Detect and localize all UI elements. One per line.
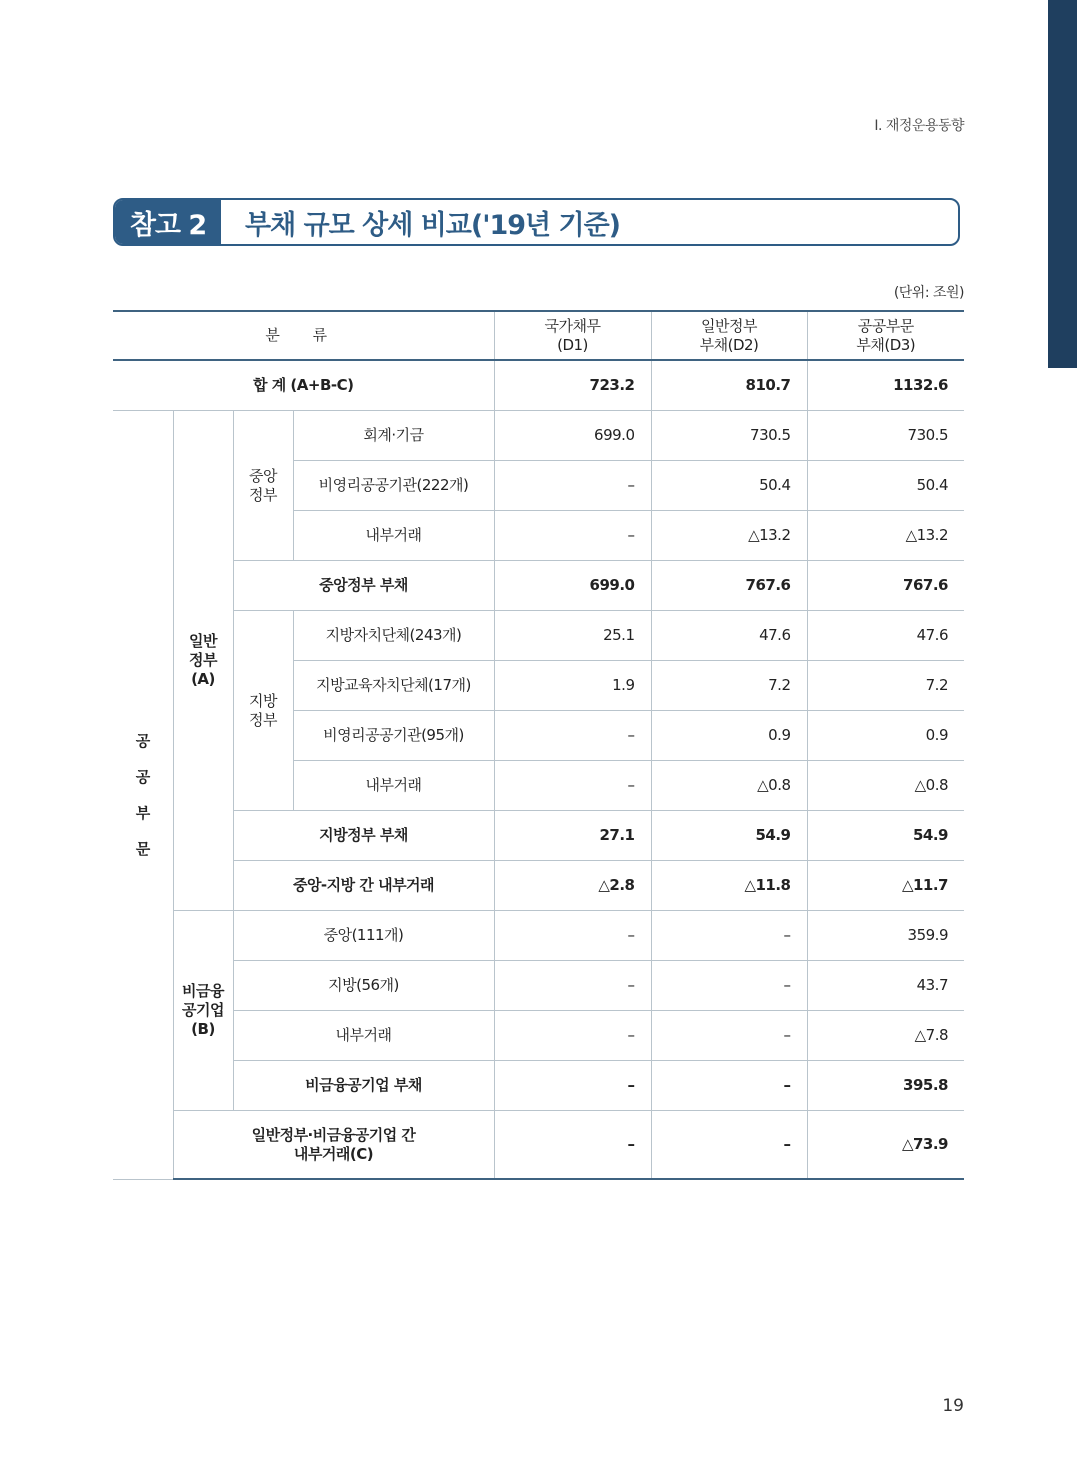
subtotal-label: 비금융공기업 부채 bbox=[233, 1061, 494, 1111]
cell-d1: – bbox=[494, 1061, 651, 1111]
cell-d2: – bbox=[651, 911, 807, 961]
cell-d3: 767.6 bbox=[807, 561, 964, 611]
nonfinancial-label: 비금융 공기업 (B) bbox=[173, 911, 233, 1111]
cell-d2: △0.8 bbox=[651, 761, 807, 811]
cell-d1: △2.8 bbox=[494, 861, 651, 911]
cell-d3: 395.8 bbox=[807, 1061, 964, 1111]
public-sector-label: 공 공 부 문 bbox=[113, 411, 173, 1180]
cell-d3: △7.8 bbox=[807, 1011, 964, 1061]
cell-d3: △0.8 bbox=[807, 761, 964, 811]
cell-d2: 730.5 bbox=[651, 411, 807, 461]
cell-d1: – bbox=[494, 1111, 651, 1180]
cell-d3: 50.4 bbox=[807, 461, 964, 511]
local-gov-label: 지방 정부 bbox=[233, 611, 293, 811]
subtotal-label: 일반정부·비금융공기업 간 내부거래(C) bbox=[173, 1111, 494, 1180]
reference-tag: 참고 2 bbox=[115, 200, 221, 244]
debt-comparison-table bbox=[113, 310, 964, 1180]
central-gov-label: 중앙 정부 bbox=[233, 411, 293, 561]
cell-d1: – bbox=[494, 711, 651, 761]
subtotal-row bbox=[113, 811, 964, 861]
cell-d2: 7.2 bbox=[651, 661, 807, 711]
subtotal-row bbox=[113, 561, 964, 611]
cell-d2: 54.9 bbox=[651, 811, 807, 861]
chapter-header: Ⅰ. 재정운용동향 bbox=[874, 118, 964, 134]
row-label: 중앙(111개) bbox=[233, 911, 494, 961]
row-label: 지방교육자치단체(17개) bbox=[293, 661, 494, 711]
subtotal-label: 중앙정부 부채 bbox=[233, 561, 494, 611]
cell-d3: 47.6 bbox=[807, 611, 964, 661]
cell-d2: 0.9 bbox=[651, 711, 807, 761]
subtotal-label: 중앙-지방 간 내부거래 bbox=[233, 861, 494, 911]
table-row bbox=[113, 1011, 964, 1061]
header-row bbox=[113, 311, 964, 360]
cell-d1: – bbox=[494, 1011, 651, 1061]
row-label: 지방자치단체(243개) bbox=[293, 611, 494, 661]
header-d2: 일반정부 부채(D2) bbox=[651, 311, 807, 360]
header-d3: 공공부문 부채(D3) bbox=[807, 311, 964, 360]
section-title: 부채 규모 상세 비교('19년 기준) bbox=[245, 209, 621, 241]
cell-d2: – bbox=[651, 1111, 807, 1180]
row-label: 내부거래 bbox=[233, 1011, 494, 1061]
total-d2: 810.7 bbox=[651, 360, 807, 411]
general-gov-label: 일반 정부 (A) bbox=[173, 411, 233, 911]
row-label: 지방(56개) bbox=[233, 961, 494, 1011]
section-title-box bbox=[113, 198, 960, 246]
unit-note: (단위: 조원) bbox=[893, 285, 964, 301]
cell-d3: 730.5 bbox=[807, 411, 964, 461]
cell-d3: 54.9 bbox=[807, 811, 964, 861]
header-category: 분 류 bbox=[113, 311, 494, 360]
cell-d3: △73.9 bbox=[807, 1111, 964, 1180]
cell-d1: 25.1 bbox=[494, 611, 651, 661]
cell-d2: – bbox=[651, 1061, 807, 1111]
total-d3: 1132.6 bbox=[807, 360, 964, 411]
cell-d1: – bbox=[494, 511, 651, 561]
subtotal-row bbox=[113, 1061, 964, 1111]
cell-d3: △13.2 bbox=[807, 511, 964, 561]
table-row bbox=[113, 411, 964, 461]
cell-d1: – bbox=[494, 961, 651, 1011]
total-label: 합 계 (A+B-C) bbox=[113, 360, 494, 411]
row-label: 내부거래 bbox=[293, 511, 494, 561]
row-label: 비영리공공기관(222개) bbox=[293, 461, 494, 511]
cell-d2: 767.6 bbox=[651, 561, 807, 611]
table-row bbox=[113, 911, 964, 961]
cell-d2: – bbox=[651, 1011, 807, 1061]
chapter-side-tab bbox=[1048, 0, 1077, 368]
internal-transaction-row bbox=[113, 861, 964, 911]
cell-d3: 7.2 bbox=[807, 661, 964, 711]
cell-d1: 1.9 bbox=[494, 661, 651, 711]
cell-d2: 47.6 bbox=[651, 611, 807, 661]
internal-transaction-row bbox=[113, 1111, 964, 1180]
cell-d2: – bbox=[651, 961, 807, 1011]
cell-d1: 27.1 bbox=[494, 811, 651, 861]
cell-d3: 43.7 bbox=[807, 961, 964, 1011]
subtotal-label: 지방정부 부채 bbox=[233, 811, 494, 861]
cell-d3: △11.7 bbox=[807, 861, 964, 911]
row-label: 내부거래 bbox=[293, 761, 494, 811]
cell-d1: 699.0 bbox=[494, 411, 651, 461]
cell-d2: △13.2 bbox=[651, 511, 807, 561]
cell-d1: – bbox=[494, 911, 651, 961]
cell-d1: – bbox=[494, 461, 651, 511]
page-number: 19 bbox=[942, 1396, 964, 1416]
cell-d2: 50.4 bbox=[651, 461, 807, 511]
total-d1: 723.2 bbox=[494, 360, 651, 411]
cell-d3: 359.9 bbox=[807, 911, 964, 961]
row-label: 비영리공공기관(95개) bbox=[293, 711, 494, 761]
cell-d1: – bbox=[494, 761, 651, 811]
cell-d3: 0.9 bbox=[807, 711, 964, 761]
cell-d2: △11.8 bbox=[651, 861, 807, 911]
table-row bbox=[113, 961, 964, 1011]
total-row bbox=[113, 360, 964, 411]
header-d1: 국가채무 (D1) bbox=[494, 311, 651, 360]
cell-d1: 699.0 bbox=[494, 561, 651, 611]
row-label: 회계·기금 bbox=[293, 411, 494, 461]
table-row bbox=[113, 611, 964, 661]
